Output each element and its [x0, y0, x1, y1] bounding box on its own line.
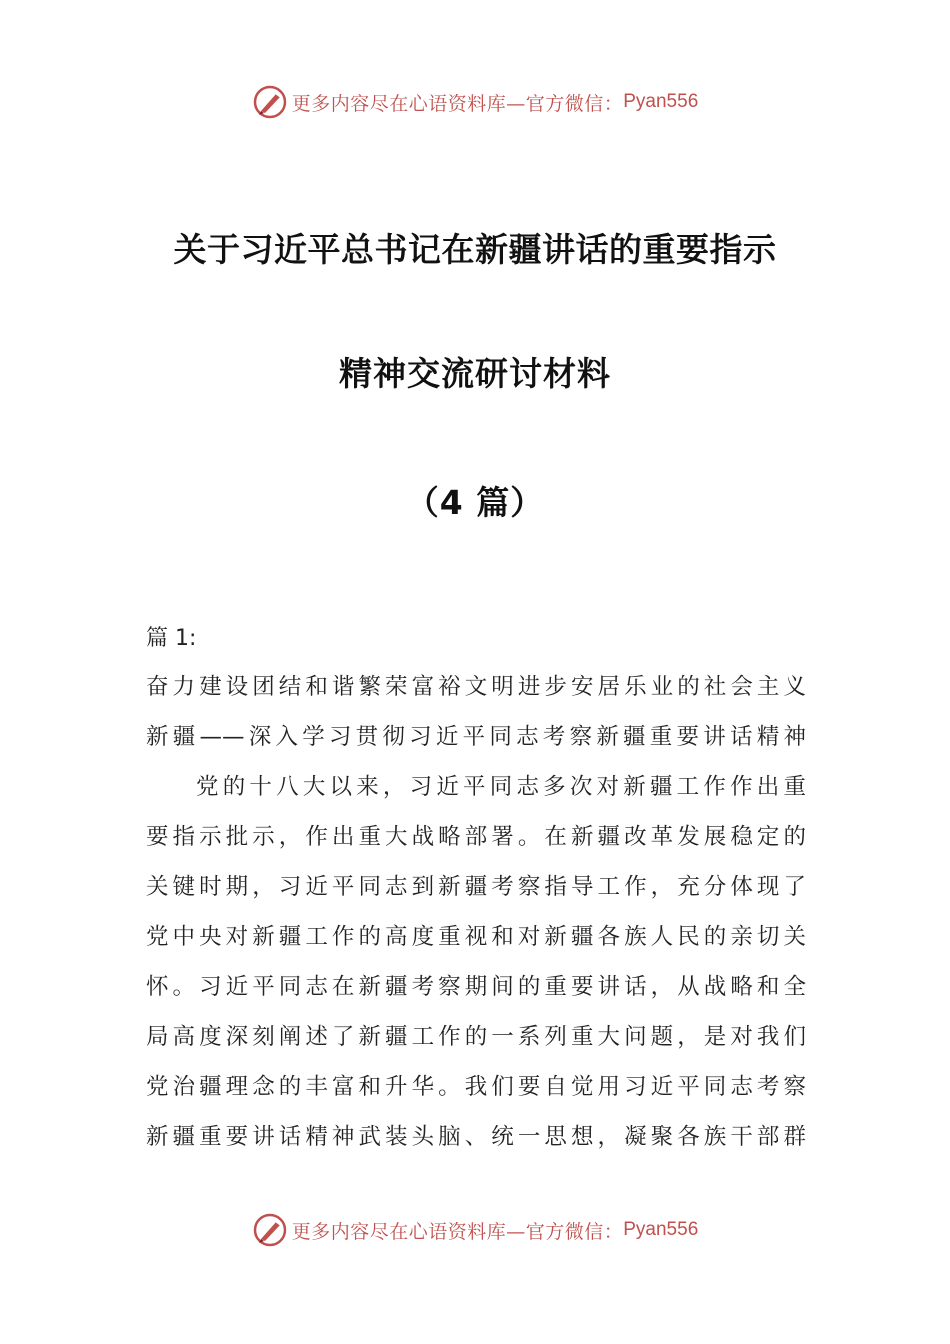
paragraph-line: 党中央对新疆工作的高度重视和对新疆各族人民的亲切关	[146, 924, 806, 950]
paragraph-line: 局高度深刻阐述了新疆工作的一系列重大问题，是对我们	[146, 1024, 806, 1050]
article-subtitle-line: 新疆——深入学习贯彻习近平同志考察新疆重要讲话精神	[146, 724, 806, 750]
header-wechat-id: Pyan556	[623, 91, 699, 112]
paragraph-line: 要指示批示，作出重大战略部署。在新疆改革发展稳定的	[146, 824, 806, 850]
document-title-line-2: 精神交流研讨材料	[339, 354, 611, 393]
paragraph-line: 怀。习近平同志在新疆考察期间的重要讲话，从战略和全	[146, 974, 806, 1000]
document-title-line-1: 关于习近平总书记在新疆讲话的重要指示	[173, 230, 777, 269]
article-subtitle-line: 奋力建设团结和谐繁荣富裕文明进步安居乐业的社会主义	[146, 674, 806, 700]
paragraph-line: 关键时期，习近平同志到新疆考察指导工作，充分体现了	[146, 874, 806, 900]
footer-wechat-id: Pyan556	[623, 1219, 699, 1240]
footer-banner-text: 更多内容尽在心语资料库—官方微信：	[291, 1220, 624, 1243]
paragraph-line: 新疆重要讲话精神武装头脑、统一思想，凝聚各族干部群	[146, 1124, 806, 1150]
document-title-count: （4 篇）	[405, 483, 545, 522]
header-banner	[0, 82, 950, 122]
pen-logo-icon	[252, 84, 288, 120]
pen-logo-icon	[252, 1212, 288, 1248]
footer-banner	[0, 1210, 950, 1250]
paragraph-line: 党治疆理念的丰富和升华。我们要自觉用习近平同志考察	[146, 1074, 806, 1100]
paragraph-line: 党的十八大以来，习近平同志多次对新疆工作作出重	[196, 774, 806, 800]
header-banner-text: 更多内容尽在心语资料库—官方微信：	[291, 92, 624, 115]
article-label: 篇 1:	[146, 626, 197, 651]
